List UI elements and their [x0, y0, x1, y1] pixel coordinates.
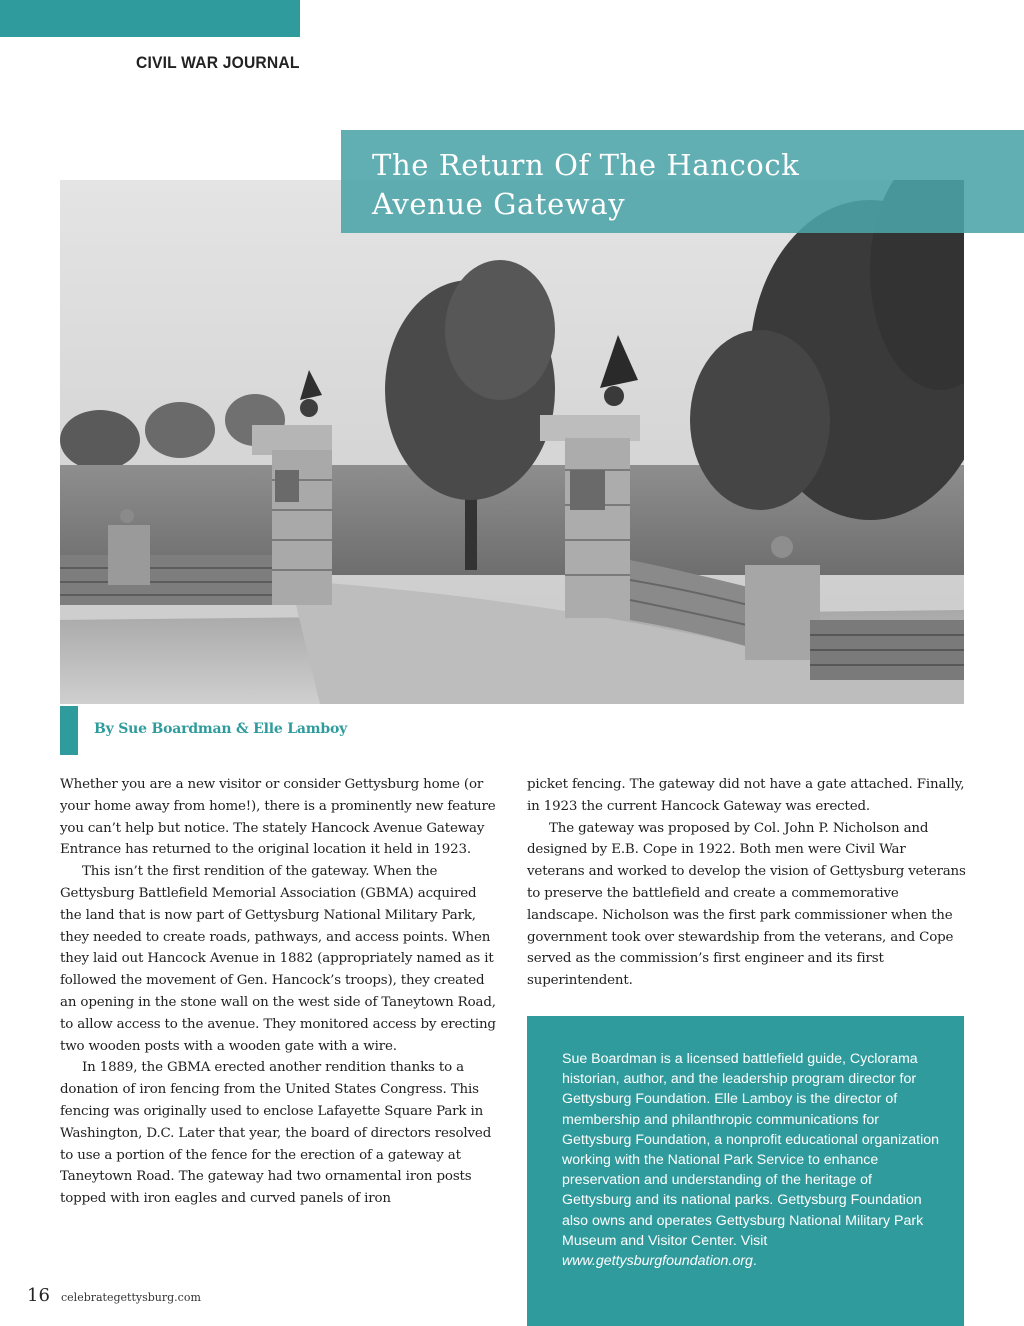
title-banner	[341, 130, 1024, 233]
paragraph: In 1889, the GBMA erected another rendition thanks to a donation of iron fencing from the United States Congress. This fencing was originally used to enclose Lafayette Square Park in Washington, D.C. Later that year, the board of directors resolved to use a portion of the fence for the erection of a gateway at Taneytown Road. The gateway had two ornamental iron posts topped with iron eagles and curved panels of iron	[60, 1060, 492, 1207]
paragraph: This isn’t the first rendition of the gateway. When the Gettysburg Battlefield Memorial Association (GBMA) acquired the land that is now part of Gettysburg National Military Park, they needed to create roads, pathways, and access points. When they laid out Hancock Avenue in 1882 (appropriately named as it followed the movement of Gen. Hancock’s troops), they created an opening in the stone wall on the west side of Taneytown Road, to allow access to the avenue. They monitored access by erecting two wooden posts with a wooden gate with a wire.	[60, 864, 496, 1054]
page-number: 16	[27, 1285, 50, 1306]
paragraph: Whether you are a new visitor or consider Gettysburg home (or your home away from home!), there is a prominently new feature you can’t help but notice. The stately Hancock Avenue Gateway Entrance has returned to the original location it held in 1923.	[60, 777, 496, 858]
site-url: celebrategettysburg.com	[61, 1291, 201, 1304]
byline: By Sue Boardman & Elle Lamboy	[94, 721, 348, 737]
author-bio	[562, 1049, 942, 1271]
article-title: The Return Of The Hancock Avenue Gateway	[372, 148, 800, 221]
paragraph: The gateway was proposed by Col. John P. Nicholson and designed by E.B. Cope in 1922. Both men were Civil War veterans and worked to develop the vision of Gettysburg veterans to preserve the battlefield and create a commemorative landscape. Nicholson was the first park commissioner when the government took over stewardship from the veterans, and Cope served as the commission’s first engineer and its first superintendent.	[527, 820, 966, 989]
top-accent-bar	[0, 0, 300, 37]
bio-text: Sue Boardman is a licensed battlefield guide, Cyclorama historian, author, and the leadership program director for Gettysburg Foundation. Elle Lamboy is the director of membership and philanthropic communications for Gettysburg Foundation, a nonprofit educational organization working with the National Park Service to enhance preservation and understanding of the heritage of Gettysburg and its national parks. Gettysburg Foundation also owns and operates Gettysburg National Military Park Museum and Visitor Center. Visit	[562, 1051, 940, 1249]
foundation-link[interactable]: www.gettysburgfoundation.org	[562, 1253, 753, 1270]
right-column	[527, 774, 967, 992]
byline-accent-bar	[60, 706, 78, 755]
left-column	[60, 774, 500, 1210]
paragraph: picket fencing. The gateway did not have a gate attached. Finally, in 1923 the current Hancock Gateway was erected.	[527, 777, 965, 814]
author-bio-box	[527, 1016, 964, 1326]
bio-end: .	[752, 1253, 757, 1270]
historic-photo	[60, 180, 964, 704]
gateway-photo-icon	[60, 180, 964, 704]
section-label: CIVIL WAR JOURNAL	[136, 53, 300, 72]
